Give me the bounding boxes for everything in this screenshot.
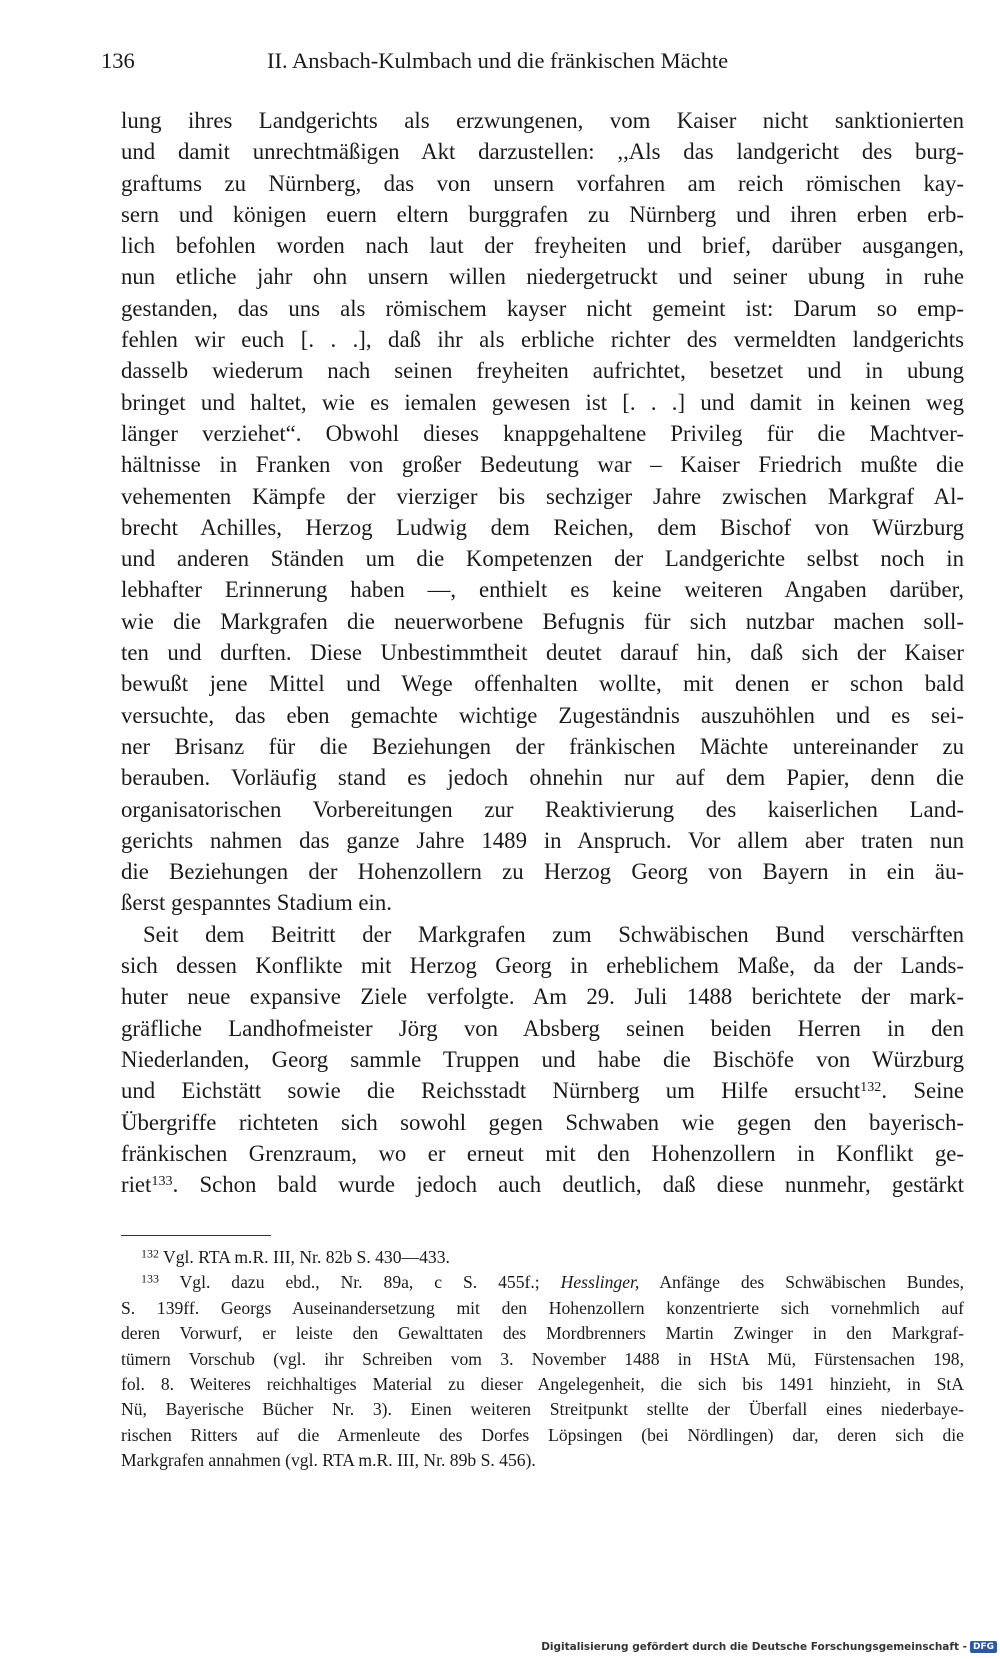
text-segment: . Seine (881, 1078, 964, 1104)
footnote-133 (121, 1270, 964, 1295)
text-line: organisatorischen Vorbereitungen zur Reaktivierung des kaiserlichen Land- (121, 796, 964, 822)
text-line: ßerst gespanntes Stadium ein. (121, 890, 392, 916)
text-line: dasselb wiederum nach seinen freyheiten aufrichtet, besetzet und in ubung (121, 358, 964, 384)
footnote-text: Vgl. RTA m.R. III, Nr. 82b S. 430—433. (163, 1247, 450, 1267)
text-line: huter neue expansive Ziele verfolgte. Am 29. Juli 1488 berichtete der mark- (121, 984, 964, 1010)
text-line: sern und königen euern eltern burggrafen zu Nürnberg und ihren erben erb- (121, 201, 964, 227)
text-line: berauben. Vorläufig stand es jedoch ohnehin nur auf dem Papier, denn die (121, 765, 964, 791)
digitization-credit (541, 1641, 997, 1653)
text-segment: . Schon bald wurde jedoch auch deutlich, daß diese nunmehr, gestärkt (172, 1172, 964, 1198)
text-line-with-footnote-ref (121, 1075, 964, 1106)
text-line: graftums zu Nürnberg, das von unsern vorfahren am reich römischen kay- (121, 170, 964, 196)
running-head (101, 44, 964, 78)
text-line: versuchte, das eben gemachte wichtige Zugeständnis auszuhöhlen und es sei- (121, 702, 964, 728)
text-line: bringet und haltet, wie es iemalen gewesen ist [. . .] und damit in keinen weg (121, 389, 964, 415)
footnote-line: S. 139ff. Georgs Auseinandersetzung mit den Hohenzollern konzentrierte sich vornehmlich auf (121, 1297, 964, 1318)
footnote-line: rischen Ritters auf die Armenleute des Dorfes Löpsingen (bei Nördlingen) dar, deren sich die (121, 1424, 964, 1445)
text-line: ten und durften. Diese Unbestimmtheit deutet darauf hin, daß sich der Kaiser (121, 640, 964, 666)
footnote-text: Vgl. dazu ebd., Nr. 89a, c S. 455f.; (179, 1272, 540, 1293)
footnote-text: Anfänge des Schwäbischen Bundes, (659, 1272, 964, 1293)
text-line: lich befohlen worden nach laut der freyheiten und brief, darüber ausgangen, (121, 233, 964, 259)
text-line: bewußt jene Mittel und Wege offenhalten wollte, mit denen er schon bald (121, 671, 964, 697)
text-line: Übergriffe richteten sich sowohl gegen Schwaben wie gegen den bayerisch- (121, 1109, 964, 1135)
text-line: gestanden, das uns als römischem kayser nicht gemeint ist: Darum so emp- (121, 295, 964, 321)
text-line: hältnisse in Franken von großer Bedeutung war – Kaiser Friedrich mußte die (121, 452, 964, 478)
text-line: vehementen Kämpfe der vierziger bis sechziger Jahre zwischen Markgraf Al- (121, 483, 964, 509)
text-line: wie die Markgrafen die neuerworbene Befugnis für sich nutzbar machen soll- (121, 608, 964, 634)
footnote-ref-133[interactable]: 133 (151, 1173, 173, 1190)
footnote-divider (121, 1235, 271, 1236)
text-segment: und Eichstätt sowie die Reichsstadt Nürnberg um Hilfe ersucht (121, 1078, 861, 1104)
text-line: und damit unrechtmäßigen Akt darzustellen: ,,Als das landgericht des burg- (121, 139, 964, 165)
text-line: lung ihres Landgerichts als erzwungenen, vom Kaiser nicht sanktionierten (121, 108, 964, 133)
page-number: 136 (101, 48, 135, 73)
footnote-line: fol. 8. Weiteres reichhaltiges Material zu dieser Angelegenheit, die sich bis 1491 hinzieht, in StA (121, 1373, 964, 1394)
text-line: lebhafter Erinnerung haben —, enthielt es keine weiteren Angaben darüber, (121, 577, 964, 603)
text-line: die Beziehungen der Hohenzollern zu Herzog Georg von Bayern in ein äu- (121, 859, 964, 885)
main-text (121, 105, 964, 1200)
text-line: länger verziehet“. Obwohl dieses knappgehaltene Privileg für die Machtver- (121, 420, 964, 446)
credit-text: Digitalisierung gefördert durch die Deutsche Forschungsgemeinschaft - (541, 1641, 967, 1653)
footnote-line: Nü, Bayerische Bücher Nr. 3). Einen weiteren Streitpunkt stellte der Überfall eines niederbaye- (121, 1399, 964, 1420)
footnote-132 (121, 1245, 964, 1270)
text-line: gräfliche Landhofmeister Jörg von Absberg seinen beiden Herren in den (121, 1015, 964, 1041)
footnotes (121, 1245, 964, 1474)
text-line: gerichts nahmen das ganze Jahre 1489 in Anspruch. Vor allem aber traten nun (121, 827, 964, 853)
text-line: ner Brisanz für die Beziehungen der fränkischen Mächte untereinander zu (121, 733, 964, 759)
text-line: fränkischen Grenzraum, wo er erneut mit den Hohenzollern in Konflikt ge- (121, 1140, 964, 1166)
footnote-number: 132 (141, 1246, 159, 1261)
dfg-logo: DFG (970, 1641, 997, 1653)
text-segment: riet (121, 1172, 152, 1198)
footnote-line: tümern Vorschub (vgl. ihr Schreiben vom 3. November 1488 in HStA Mü, Fürstensachen 198, (121, 1348, 964, 1369)
running-title: II. Ansbach-Kulmbach und die fränkischen Mächte (267, 48, 729, 73)
text-line: und anderen Ständen um die Kompetenzen der Landgerichte selbst noch in (121, 546, 964, 572)
text-line: sich dessen Konflikte mit Herzog Georg in erheblichem Maße, da der Lands- (121, 953, 964, 979)
footnote-line: deren Vorwurf, er leiste den Gewalttaten des Mordbrenners Martin Zwinger in den Markgraf- (121, 1323, 964, 1344)
text-line: nun etliche jahr ohn unsern willen niedergetruckt und seiner ubung in ruhe (121, 264, 964, 290)
footnote-author: Hesslinger, (560, 1272, 640, 1293)
text-line: Niederlanden, Georg sammle Truppen und habe die Bischöfe von Würzburg (121, 1046, 964, 1072)
footnote-number: 133 (141, 1272, 159, 1287)
text-line-with-footnote-ref (121, 1169, 964, 1200)
text-line: brecht Achilles, Herzog Ludwig dem Reichen, dem Bischof von Würzburg (121, 514, 964, 540)
footnote-ref-132[interactable]: 132 (860, 1079, 882, 1096)
text-line: Seit dem Beitritt der Markgrafen zum Schwäbischen Bund verschärften (143, 921, 964, 947)
text-line: fehlen wir euch [. . .], daß ihr als erbliche richter des vermeldten landgerichts (121, 327, 964, 353)
footnote-line: Markgrafen annahmen (vgl. RTA m.R. III, Nr. 89b S. 456). (121, 1450, 536, 1471)
